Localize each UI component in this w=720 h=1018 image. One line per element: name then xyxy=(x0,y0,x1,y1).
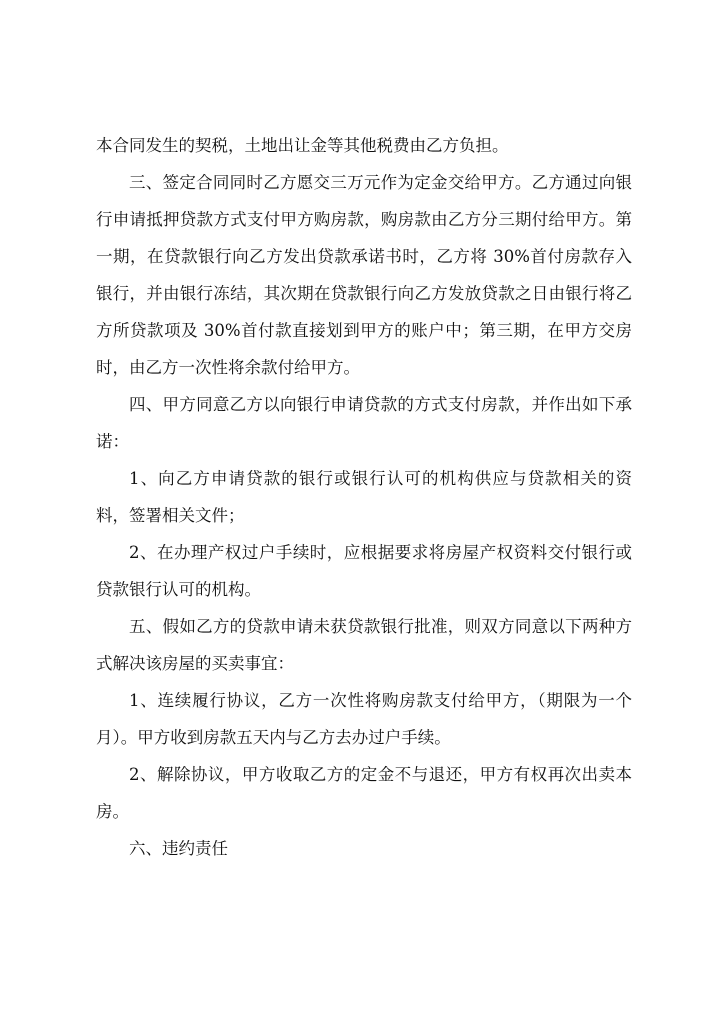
section-heading-breach-liability: 六、违约责任 xyxy=(129,839,228,858)
paragraph-clause-4-item-2: 2、在办理产权过户手续时，应根据要求将房屋产权资料交付银行或贷款银行认可的机构。 xyxy=(96,543,632,599)
paragraph-clause-4-item-1: 1、向乙方申请贷款的银行或银行认可的机构供应与贷款相关的资料，签署相关文件； xyxy=(96,469,632,525)
paragraph-clause-5-item-1: 1、连续履行协议，乙方一次性将购房款支付给甲方，（期限为一个月）。甲方收到房款五天内与乙方去办过户手续。 xyxy=(96,691,632,747)
paragraph-continuation: 本合同发生的契税，土地出让金等其他税费由乙方负担。 xyxy=(96,136,509,155)
paragraph-clause-5: 五、假如乙方的贷款申请未获贷款银行批准，则双方同意以下两种方式解决该房屋的买卖事宜： xyxy=(96,617,632,673)
paragraph-clause-5-item-2: 2、解除协议，甲方收取乙方的定金不与退还，甲方有权再次出卖本房。 xyxy=(96,765,632,821)
paragraph-clause-4: 四、甲方同意乙方以向银行申请贷款的方式支付房款，并作出如下承诺： xyxy=(96,395,632,451)
paragraph-clause-3: 三、签定合同同时乙方愿交三万元作为定金交给甲方。乙方通过向银行申请抵押贷款方式支付甲方购房款，购房款由乙方分三期付给甲方。第一期，在贷款银行向乙方发出贷款承诺书时，乙方将 30%首付房款存入银行，并由银行冻结，其次期在贷款银行向乙方发放贷款之日由银行将乙方所贷款项及 30%首付款直接划到甲方的账户中；第三期，在甲方交房时，由乙方一次性将余款付给甲方。 xyxy=(96,173,632,377)
document-body xyxy=(96,127,632,867)
